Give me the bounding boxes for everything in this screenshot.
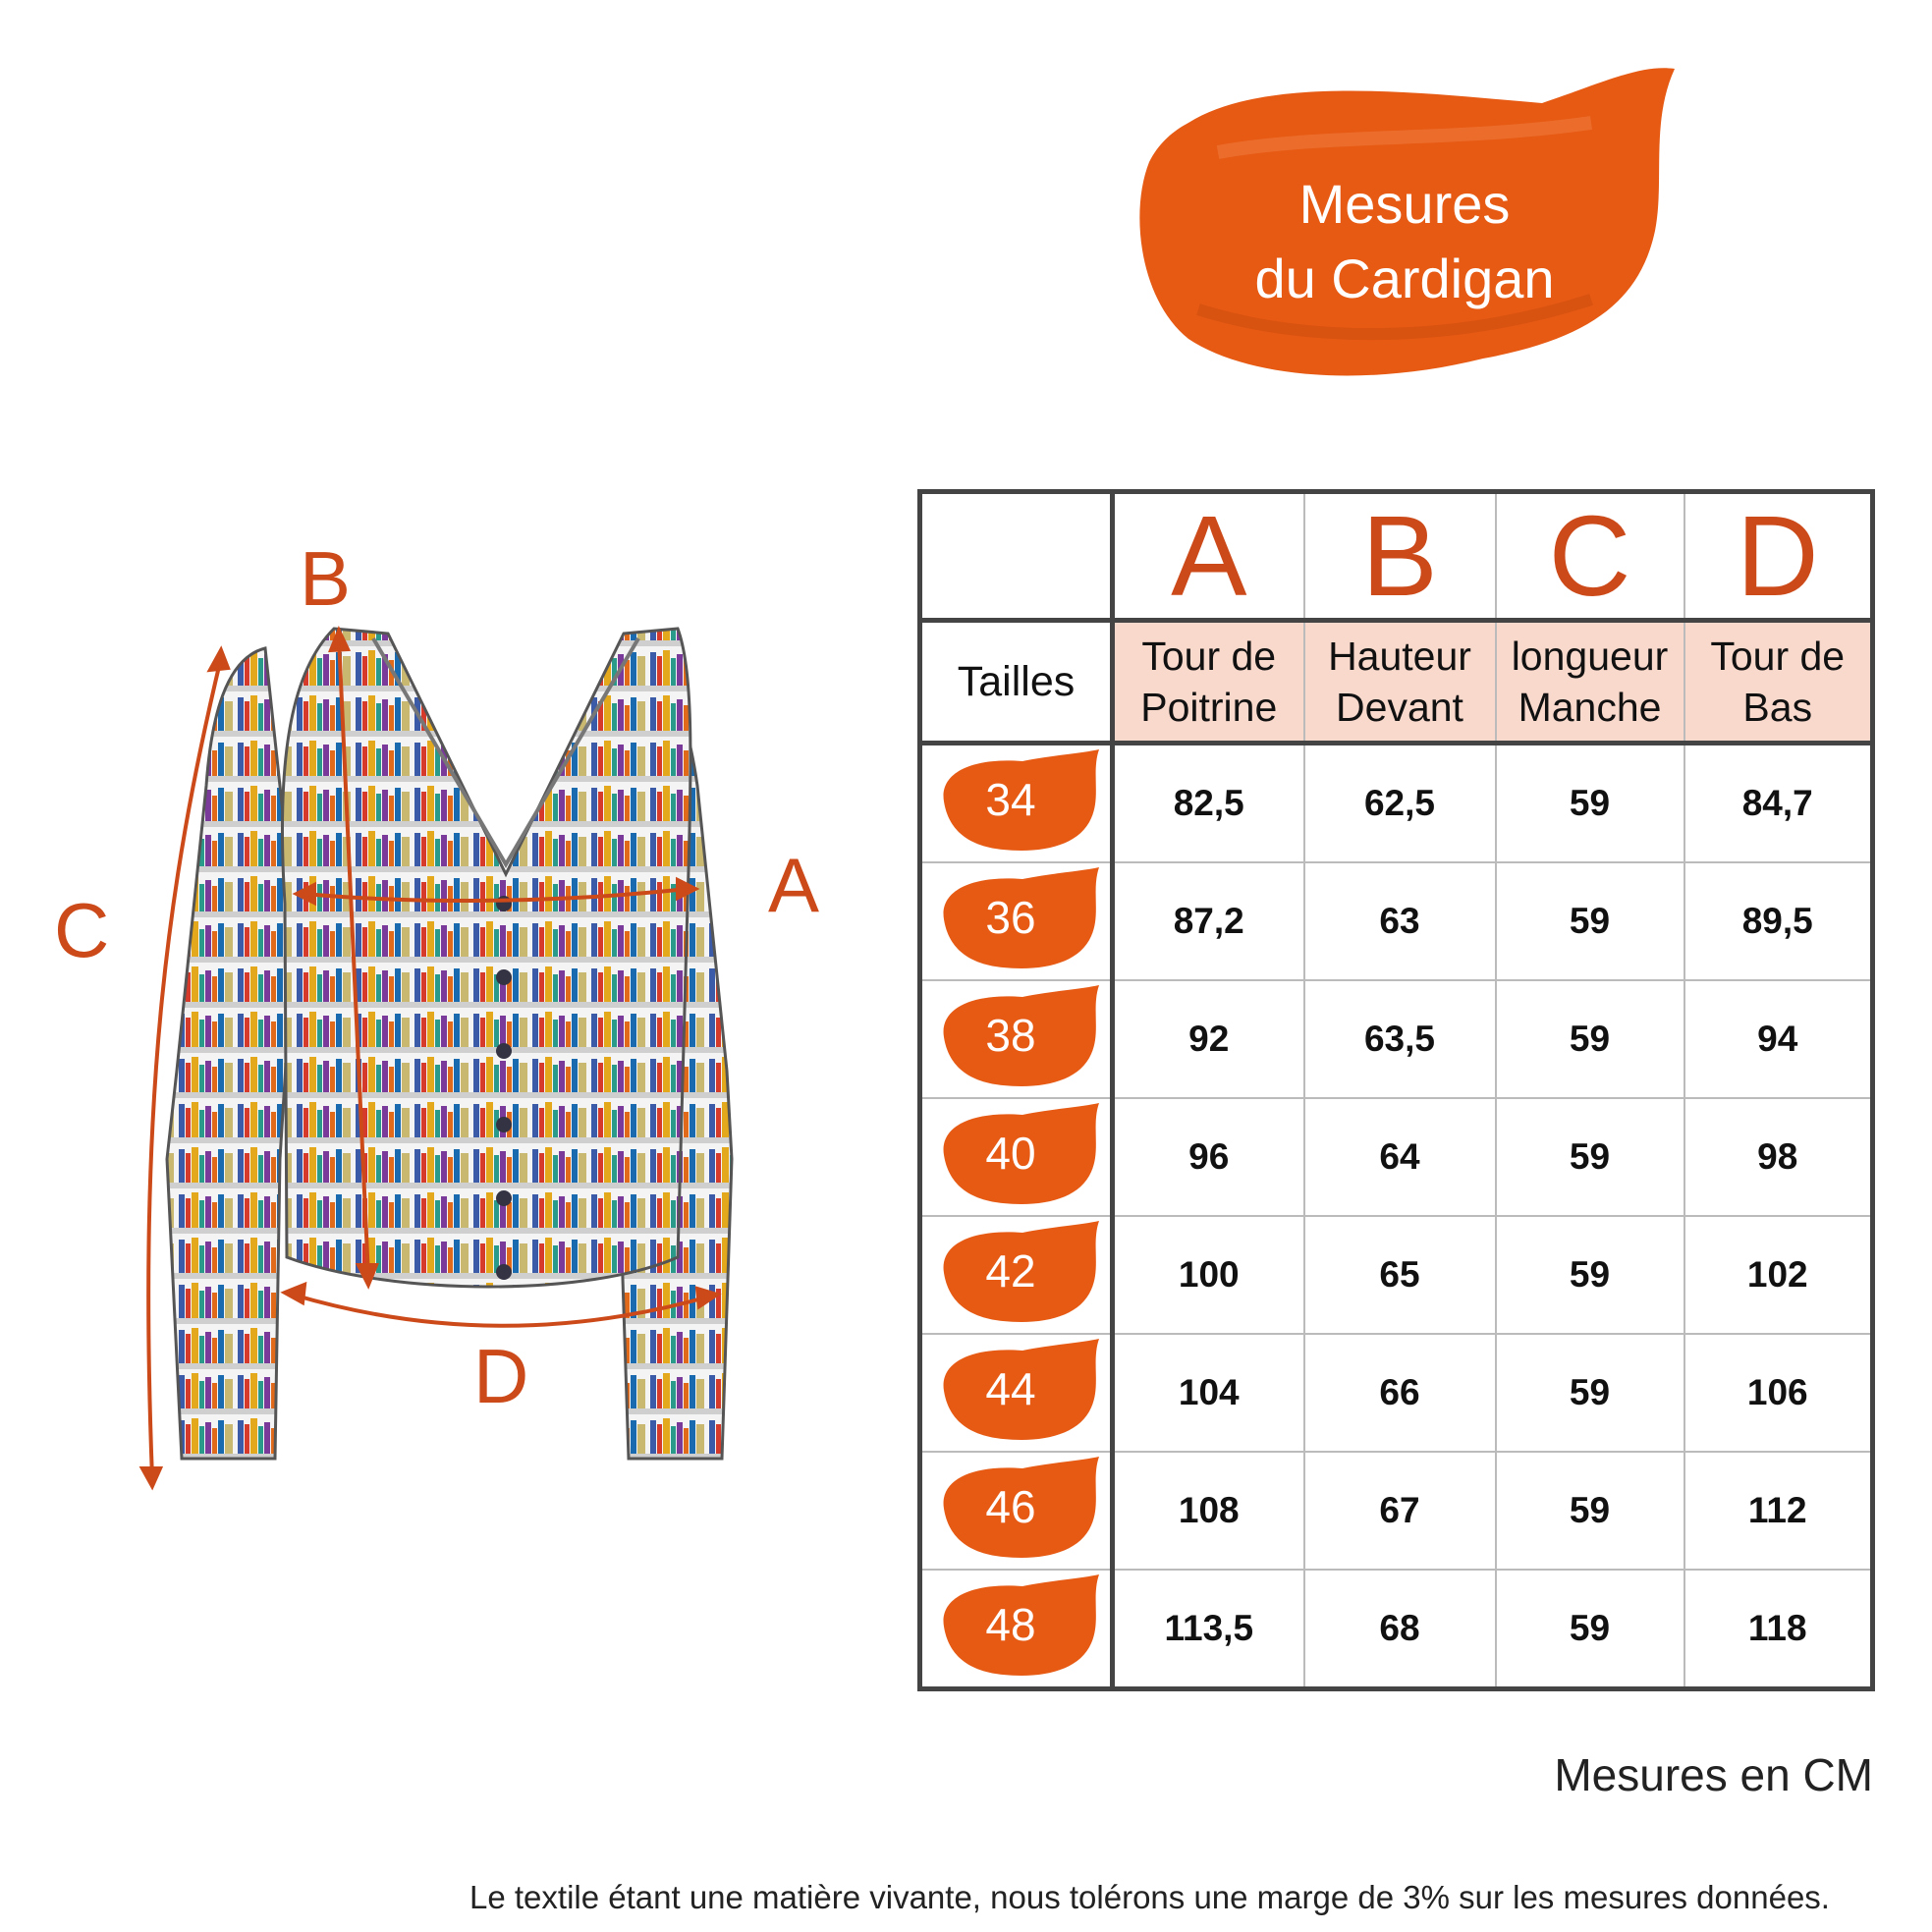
value-longueur-manche: 59 [1496,744,1684,863]
page-title [1159,167,1650,316]
value-longueur-manche: 59 [1496,862,1684,980]
column-header-longueur-manche: longueur Manche [1496,621,1684,744]
value-tour-bas: 112 [1684,1452,1873,1570]
value-tour-bas: 106 [1684,1334,1873,1452]
size-cell [920,1334,1113,1452]
value-longueur-manche: 59 [1496,1570,1684,1689]
title-line-2: du Cardigan [1254,248,1555,309]
size-label: 40 [985,1128,1036,1179]
size-label: 38 [985,1010,1036,1061]
letter-header-d: D [1684,492,1873,621]
value-longueur-manche: 59 [1496,1452,1684,1570]
value-tour-poitrine: 82,5 [1113,744,1304,863]
value-tour-bas: 102 [1684,1216,1873,1334]
value-hauteur-devant: 65 [1304,1216,1496,1334]
value-longueur-manche: 59 [1496,1098,1684,1216]
value-tour-poitrine: 113,5 [1113,1570,1304,1689]
value-hauteur-devant: 63,5 [1304,980,1496,1098]
value-tour-bas: 98 [1684,1098,1873,1216]
table-row [920,1216,1873,1334]
value-tour-bas: 84,7 [1684,744,1873,863]
size-cell [920,862,1113,980]
value-tour-bas: 118 [1684,1570,1873,1689]
value-hauteur-devant: 67 [1304,1452,1496,1570]
value-tour-poitrine: 96 [1113,1098,1304,1216]
value-tour-poitrine: 87,2 [1113,862,1304,980]
size-cell [920,1570,1113,1689]
table-row [920,1334,1873,1452]
size-column-header: Tailles [920,621,1113,744]
table-row [920,980,1873,1098]
value-tour-poitrine: 104 [1113,1334,1304,1452]
label-b: B [300,535,352,622]
table-row [920,1098,1873,1216]
size-cell [920,1098,1113,1216]
value-tour-poitrine: 100 [1113,1216,1304,1334]
label-a: A [768,842,820,928]
value-longueur-manche: 59 [1496,980,1684,1098]
size-label: 36 [985,892,1036,943]
value-tour-bas: 89,5 [1684,862,1873,980]
column-label-row [920,621,1873,744]
table-row [920,744,1873,863]
column-header-hauteur-devant: Hauteur Devant [1304,621,1496,744]
size-label: 42 [985,1245,1036,1297]
size-label: 44 [985,1363,1036,1414]
letter-header-a: A [1113,492,1304,621]
size-cell [920,744,1113,863]
size-cell [920,1452,1113,1570]
value-longueur-manche: 59 [1496,1216,1684,1334]
unit-note: Mesures en CM [1554,1749,1873,1800]
size-table [917,489,1875,1691]
cardigan-diagram [0,511,884,1493]
value-tour-poitrine: 92 [1113,980,1304,1098]
letter-header-c: C [1496,492,1684,621]
size-label: 48 [985,1599,1036,1650]
table-row [920,1452,1873,1570]
value-hauteur-devant: 62,5 [1304,744,1496,863]
size-cell [920,980,1113,1098]
tolerance-footnote: Le textile étant une matière vivante, nous tolérons une marge de 3% sur les mesures données. [469,1879,1830,1915]
column-header-tour-bas: Tour de Bas [1684,621,1873,744]
size-rows [920,744,1873,1689]
size-label: 46 [985,1481,1036,1532]
size-cell [920,1216,1113,1334]
value-longueur-manche: 59 [1496,1334,1684,1452]
column-header-tour-poitrine: Tour de Poitrine [1113,621,1304,744]
value-hauteur-devant: 63 [1304,862,1496,980]
value-tour-bas: 94 [1684,980,1873,1098]
value-hauteur-devant: 66 [1304,1334,1496,1452]
value-hauteur-devant: 68 [1304,1570,1496,1689]
value-tour-poitrine: 108 [1113,1452,1304,1570]
letter-header-b: B [1304,492,1496,621]
value-hauteur-devant: 64 [1304,1098,1496,1216]
label-d: D [473,1333,529,1419]
table-row [920,862,1873,980]
letter-header-row [920,492,1873,621]
letter-header-empty [920,492,1113,621]
table-row [920,1570,1873,1689]
size-label: 34 [985,774,1036,825]
label-c: C [54,887,110,973]
title-line-1: Mesures [1298,173,1511,235]
